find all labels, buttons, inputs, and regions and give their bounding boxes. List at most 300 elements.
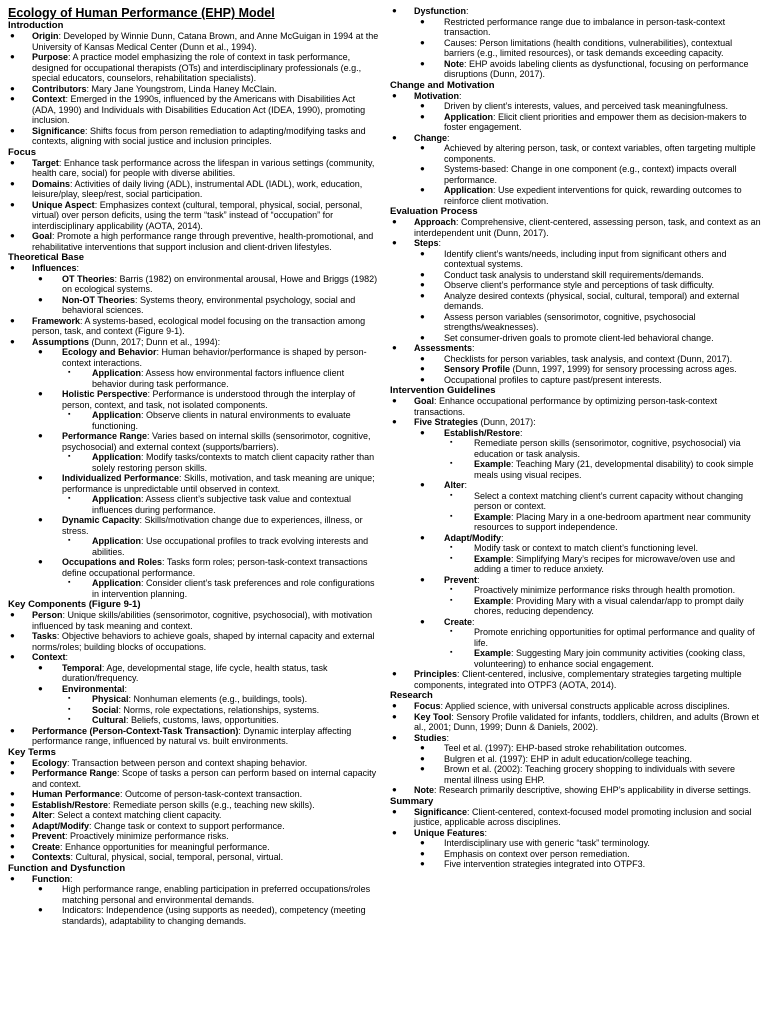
item-text: Promote enriching opportunities for optimal performance and quality of life. bbox=[474, 627, 755, 648]
sub-bullet-icon: ▪ bbox=[68, 716, 71, 723]
item-text: Conduct task analysis to understand skill requirements/demands. bbox=[444, 269, 704, 280]
item-term: Note bbox=[414, 785, 434, 795]
item-text: : Scope of tasks a person can perform based on internal capacity and context. bbox=[32, 768, 377, 789]
sub-bullet-icon: ● bbox=[420, 838, 425, 847]
bullet-list-level-3 bbox=[70, 410, 380, 431]
item-text: : bbox=[65, 652, 69, 662]
item-text: : Tasks form roles; person-task-context transactions define occupational performance. bbox=[62, 557, 368, 578]
bullet-list-level-2 bbox=[422, 101, 762, 133]
bullet-icon: ● bbox=[10, 852, 15, 861]
item-text: : Unique skills/abilities (sensorimotor, cognitive, psychosocial), with motivation influenced by task meaning and context. bbox=[32, 610, 373, 631]
list-item bbox=[390, 217, 762, 238]
sub-bullet-icon: ▪ bbox=[68, 411, 71, 418]
item-term: Application bbox=[92, 410, 141, 420]
list-item bbox=[422, 17, 762, 38]
item-text: Occupational profiles to capture past/present interests. bbox=[444, 374, 662, 385]
list-item bbox=[40, 557, 380, 599]
sub-bullet-icon: ● bbox=[420, 848, 425, 858]
item-term: Non-OT Theories bbox=[62, 294, 136, 305]
bullet-icon: ● bbox=[392, 396, 397, 405]
item-text: : bbox=[477, 574, 480, 585]
item-term: Context bbox=[32, 652, 66, 662]
bullet-icon: ● bbox=[10, 841, 15, 851]
sub-bullet-icon: ● bbox=[420, 374, 425, 384]
item-text: Assess person variables (sensorimotor, cognitive, psychosocial strengths/weaknesses). bbox=[444, 311, 696, 332]
list-item bbox=[40, 515, 380, 557]
sub-bullet-icon: ● bbox=[420, 427, 425, 437]
sub-bullet-icon: ● bbox=[420, 764, 425, 773]
sub-bullet-icon: ▪ bbox=[68, 369, 71, 376]
list-item bbox=[422, 617, 762, 670]
item-text: Achieved by altering person, task, or context variables, often targeting multiple components. bbox=[444, 143, 756, 164]
sub-bullet-icon: ● bbox=[38, 273, 43, 283]
item-text: : Applied science, with universal constructs applicable across disciplines. bbox=[440, 701, 730, 711]
list-item bbox=[422, 333, 762, 344]
item-text: : Outcome of person-task-context transaction. bbox=[120, 789, 303, 799]
list-item bbox=[8, 831, 380, 842]
sub-bullet-icon: ● bbox=[38, 473, 43, 482]
bullet-icon: ● bbox=[392, 217, 397, 226]
bullet-icon: ● bbox=[392, 806, 397, 816]
list-item bbox=[8, 800, 380, 811]
sub-bullet-icon: ▪ bbox=[68, 537, 71, 544]
bullet-icon: ● bbox=[10, 83, 15, 93]
item-text: : Enhance opportunities for meaningful performance. bbox=[60, 841, 270, 852]
bullet-list-level-1 bbox=[390, 217, 762, 385]
item-text: Systems-based: Change in one component (e.g., context) impacts overall performance. bbox=[444, 164, 737, 185]
item-term: Steps bbox=[414, 238, 439, 248]
item-text: : bbox=[446, 732, 450, 743]
item-text: Indicators: Independence (using supports as needed), competency (meeting standards), adaptability to changing demands. bbox=[62, 905, 366, 926]
bullet-icon: ● bbox=[10, 52, 15, 61]
item-text: : Modify tasks/contexts to match client capacity rather than solely restoring person skills. bbox=[92, 452, 375, 473]
section-heading: Summary bbox=[390, 795, 434, 807]
bullet-icon: ● bbox=[10, 725, 15, 735]
sub-bullet-icon: ● bbox=[38, 389, 43, 398]
item-term: Contexts bbox=[32, 852, 71, 862]
section-heading: Key Terms bbox=[8, 746, 56, 758]
item-term: Establish/Restore bbox=[32, 799, 109, 810]
bullet-list-level-2 bbox=[422, 428, 762, 670]
sub-bullet-icon: ● bbox=[420, 364, 425, 373]
item-term: Change bbox=[414, 132, 448, 143]
bullet-icon: ● bbox=[392, 701, 397, 710]
list-item bbox=[422, 838, 762, 849]
sub-bullet-icon: ● bbox=[420, 37, 425, 47]
list-item bbox=[8, 631, 380, 652]
bullet-list-level-1 bbox=[390, 396, 762, 690]
sub-bullet-icon: ● bbox=[420, 532, 425, 542]
item-text: : Age, developmental stage, life cycle, health status, task duration/frequency. bbox=[62, 662, 328, 683]
bullet-icon: ● bbox=[10, 820, 15, 830]
bullet-list-level-3 bbox=[70, 536, 380, 557]
sub-bullet-icon: ● bbox=[420, 280, 425, 289]
list-item bbox=[422, 859, 762, 870]
list-item bbox=[422, 575, 762, 617]
list-item bbox=[40, 295, 380, 316]
list-item bbox=[8, 316, 380, 337]
item-text: : Developed by Winnie Dunn, Catana Brown, and Anne McGuigan in 1994 at the University of Kansas Medical Center (Dunn et al., 1994). bbox=[32, 31, 379, 52]
item-text: : Nonhuman elements (e.g., buildings, tools). bbox=[128, 694, 308, 704]
item-term: Context bbox=[32, 94, 66, 104]
list-item bbox=[8, 652, 380, 726]
list-item bbox=[8, 842, 380, 853]
list-item bbox=[452, 648, 762, 669]
bullet-icon: ● bbox=[392, 827, 397, 837]
bullet-list-level-1 bbox=[390, 91, 762, 207]
item-text: : bbox=[459, 90, 462, 101]
bullet-icon: ● bbox=[392, 417, 397, 426]
list-item bbox=[70, 536, 380, 557]
item-term: Sensory Profile bbox=[444, 364, 511, 374]
item-term: Adapt/Modify bbox=[32, 820, 89, 831]
bullet-icon: ● bbox=[10, 178, 15, 188]
sub-bullet-icon: ● bbox=[420, 480, 425, 489]
sub-bullet-icon: ● bbox=[420, 290, 425, 300]
item-term: Create bbox=[444, 616, 473, 627]
item-term: Unique Aspect bbox=[32, 199, 95, 210]
sub-bullet-icon: ● bbox=[38, 884, 43, 893]
item-term: Example bbox=[474, 553, 512, 564]
bullet-icon: ● bbox=[392, 90, 397, 100]
item-text: : Proactively minimize performance risks. bbox=[65, 831, 229, 841]
list-item bbox=[40, 389, 380, 431]
bullet-icon: ● bbox=[10, 94, 15, 103]
item-text: : Skills, motivation, and task meaning are unique; performance is unpredictable until observed in context. bbox=[62, 473, 375, 494]
item-term: Establish/Restore bbox=[444, 427, 521, 438]
list-item bbox=[422, 101, 762, 112]
bullet-list-level-3 bbox=[70, 452, 380, 473]
item-term: Example bbox=[474, 511, 512, 522]
list-item bbox=[8, 84, 380, 95]
item-text: : A practice model emphasizing the role of context in task performance, designed for occupational therapists (OTs) and interdisciplinary professionals (e.g., special educators, counselors, rehabilitation specialists). bbox=[32, 52, 362, 83]
item-text: : Client-centered, inclusive, complementary strategies targeting multiple components, integrated into OTPF3 (AOTA, 2014). bbox=[414, 669, 742, 690]
list-item bbox=[390, 785, 762, 796]
item-text: : Enhance task performance across the lifespan in various settings (community, health care, social) for people with diverse abilities. bbox=[32, 157, 375, 178]
list-item bbox=[8, 126, 380, 147]
sub-bullet-icon: ● bbox=[420, 753, 425, 763]
list-item bbox=[8, 610, 380, 631]
item-term: Ecology bbox=[32, 757, 68, 768]
sub-bullet-icon: ● bbox=[420, 111, 425, 121]
sub-bullet-icon: ● bbox=[38, 431, 43, 440]
bullet-icon: ● bbox=[392, 132, 397, 142]
list-item bbox=[422, 754, 762, 765]
bullet-list-level-1 bbox=[8, 31, 380, 147]
bullet-icon: ● bbox=[392, 711, 397, 721]
sub-bullet-icon: ● bbox=[420, 185, 425, 194]
sub-bullet-icon: ▪ bbox=[68, 495, 71, 502]
sub-bullet-icon: ▪ bbox=[450, 586, 453, 593]
list-item bbox=[422, 291, 762, 312]
sub-bullet-icon: ● bbox=[420, 311, 425, 321]
list-item bbox=[70, 694, 380, 705]
sub-bullet-icon: ▪ bbox=[68, 695, 71, 702]
item-text: : Cultural, physical, social, temporal, personal, virtual. bbox=[70, 852, 284, 862]
item-term: Influences bbox=[32, 263, 77, 273]
section-heading: Function and Dysfunction bbox=[8, 862, 126, 874]
item-term: Example bbox=[474, 648, 512, 658]
item-term: Dysfunction bbox=[414, 6, 467, 16]
bullet-list-level-3 bbox=[452, 543, 762, 575]
item-term: Focus bbox=[414, 701, 441, 711]
item-term: Cultural bbox=[92, 715, 127, 725]
sub-bullet-icon: ● bbox=[420, 58, 425, 68]
sub-bullet-icon: ● bbox=[38, 905, 43, 914]
item-text: : bbox=[447, 132, 450, 143]
item-term: Example bbox=[474, 459, 512, 469]
bullet-icon: ● bbox=[10, 789, 15, 798]
item-text: : Research primarily descriptive, showing EHP’s applicability in diverse settings. bbox=[434, 785, 751, 795]
bullet-icon: ● bbox=[10, 831, 15, 840]
list-item bbox=[40, 884, 380, 905]
section-heading: Key Components (Figure 9-1) bbox=[8, 599, 141, 610]
bullet-list-level-3 bbox=[70, 368, 380, 389]
list-item bbox=[40, 431, 380, 473]
item-text: : bbox=[464, 480, 468, 490]
bullet-list-level-1 bbox=[8, 158, 380, 253]
item-text: Causes: Person limitations (health conditions, vulnerabilities), contextual barriers (e.g., limited resources), or task demands exceeding capacity. bbox=[444, 37, 733, 58]
list-item bbox=[422, 764, 762, 785]
item-text: : Use expedient interventions for quick, rewarding outcomes to reinforce client motivation. bbox=[444, 185, 742, 206]
page-title: Ecology of Human Performance (EHP) Model bbox=[8, 6, 275, 20]
bullet-icon: ● bbox=[10, 157, 15, 167]
list-item bbox=[70, 715, 380, 726]
list-item bbox=[40, 684, 380, 726]
item-text: (Dunn, 2017; Dunn et al., 1994): bbox=[89, 336, 221, 347]
list-item bbox=[452, 596, 762, 617]
list-item bbox=[390, 6, 762, 80]
bullet-list-level-2 bbox=[40, 274, 380, 316]
list-item bbox=[422, 375, 762, 386]
item-term: Occupations and Roles bbox=[62, 557, 163, 567]
item-text: Identify client’s wants/needs, including input from significant others and contextual systems. bbox=[444, 248, 727, 269]
item-term: Application bbox=[92, 368, 141, 378]
list-item bbox=[452, 438, 762, 459]
section-heading: Focus bbox=[8, 146, 36, 158]
item-text: Proactively minimize performance risks through health promotion. bbox=[474, 585, 736, 595]
bullet-icon: ● bbox=[10, 231, 15, 240]
item-term: Five Strategies bbox=[414, 417, 479, 427]
item-text: : Emerged in the 1990s, influenced by the Americans with Disabilities Act (ADA, 1990) and Individuals with Disabilities Education Act (IDEA, 1990), promoting inclusion. bbox=[32, 94, 366, 125]
item-text: Modify task or context to match client’s functioning level. bbox=[474, 543, 698, 553]
bullet-icon: ● bbox=[10, 31, 15, 40]
list-item bbox=[390, 343, 762, 385]
item-text: : Mary Jane Youngstrom, Linda Haney McClain. bbox=[86, 83, 277, 94]
item-text: : bbox=[472, 616, 475, 627]
bullet-list-level-2 bbox=[422, 249, 762, 344]
list-item bbox=[390, 91, 762, 133]
list-item bbox=[390, 701, 762, 712]
list-item bbox=[452, 627, 762, 648]
bullet-icon: ● bbox=[10, 631, 15, 640]
item-text: Bulgren et al. (1997): EHP in adult education/college teaching. bbox=[444, 753, 692, 764]
sub-bullet-icon: ▪ bbox=[450, 491, 453, 499]
item-text: : Simplifying Mary’s recipes for microwave/oven use and adding a timer to reduce anxiety. bbox=[474, 553, 735, 574]
list-item bbox=[8, 821, 380, 832]
item-term: Key Tool bbox=[414, 711, 452, 722]
item-text: (Dunn, 2017): bbox=[478, 417, 536, 427]
item-term: OT Theories bbox=[62, 273, 115, 284]
item-term: Human Performance bbox=[32, 789, 121, 799]
item-text: Teel et al. (1997): EHP-based stroke rehabilitation outcomes. bbox=[444, 743, 687, 753]
list-item bbox=[70, 368, 380, 389]
list-item bbox=[8, 726, 380, 747]
item-term: Individualized Performance bbox=[62, 473, 180, 483]
item-text: : Sensory Profile validated for infants, toddlers, children, and adults (Brown et al., 2001; Dunn, 1999; Dunn & Daniels, 2002). bbox=[414, 711, 760, 732]
bullet-list-level-2 bbox=[40, 884, 380, 926]
item-term: Physical bbox=[92, 694, 129, 704]
item-term: Significance bbox=[414, 806, 468, 817]
list-item bbox=[70, 578, 380, 599]
right-column bbox=[390, 6, 762, 870]
list-item bbox=[40, 473, 380, 515]
bullet-list-level-3 bbox=[452, 627, 762, 669]
list-item bbox=[390, 733, 762, 786]
item-term: Application bbox=[444, 185, 493, 195]
item-term: Origin bbox=[32, 31, 59, 41]
item-text: : Remediate person skills (e.g., teaching new skills). bbox=[108, 799, 315, 810]
item-term: Performance Range bbox=[32, 768, 118, 778]
list-item bbox=[422, 249, 762, 270]
item-term: Framework bbox=[32, 315, 81, 326]
bullet-list-level-1 bbox=[8, 758, 380, 863]
bullet-icon: ● bbox=[10, 199, 15, 209]
item-term: Approach bbox=[414, 217, 457, 227]
item-term: Dynamic Capacity bbox=[62, 515, 140, 525]
sub-bullet-icon: ▪ bbox=[450, 628, 453, 635]
item-text: : Comprehensive, client-centered, assessing person, task, and context as an interdependent unit (Dunn, 2017). bbox=[414, 217, 761, 238]
list-item bbox=[390, 669, 762, 690]
item-text: : Human behavior/performance is shaped by person-context interactions. bbox=[62, 347, 367, 368]
bullet-list-level-1 bbox=[8, 263, 380, 599]
sub-bullet-icon: ● bbox=[420, 164, 425, 173]
list-item bbox=[8, 789, 380, 800]
sub-bullet-icon: ▪ bbox=[450, 596, 453, 604]
bullet-icon: ● bbox=[10, 652, 15, 661]
item-text: : EHP avoids labeling clients as dysfunctional, focusing on performance disruptions (Dunn, 2017). bbox=[444, 58, 749, 79]
item-term: Create bbox=[32, 841, 61, 852]
list-item bbox=[422, 270, 762, 281]
list-item bbox=[422, 185, 762, 206]
item-term: Unique Features bbox=[414, 827, 485, 838]
bullet-icon: ● bbox=[10, 757, 15, 767]
item-term: Contributors bbox=[32, 83, 87, 94]
list-item bbox=[422, 280, 762, 291]
list-item bbox=[8, 200, 380, 232]
item-term: Prevent bbox=[32, 831, 66, 841]
bullet-list-level-1 bbox=[8, 610, 380, 747]
bullet-list-level-3 bbox=[452, 585, 762, 617]
list-item bbox=[70, 452, 380, 473]
item-term: Social bbox=[92, 704, 119, 715]
section-heading: Introduction bbox=[8, 20, 64, 31]
list-item bbox=[452, 543, 762, 554]
bullet-list-level-3 bbox=[70, 694, 380, 726]
item-text: : bbox=[76, 263, 80, 273]
bullet-icon: ● bbox=[392, 238, 397, 247]
item-text: Restricted performance range due to imbalance in person-task-context transaction. bbox=[444, 16, 726, 37]
item-term: Ecology and Behavior bbox=[62, 347, 157, 357]
item-text: : Consider client’s task preferences and role configurations in intervention planning. bbox=[92, 578, 375, 599]
list-item bbox=[8, 810, 380, 821]
sub-bullet-icon: ▪ bbox=[68, 705, 71, 713]
item-term: Temporal bbox=[62, 662, 102, 673]
item-term: Significance bbox=[32, 125, 86, 136]
bullet-icon: ● bbox=[392, 6, 397, 15]
item-text: : Change task or context to support performance. bbox=[89, 820, 285, 831]
item-term: Person bbox=[32, 610, 63, 620]
item-term: Prevent bbox=[444, 574, 478, 585]
list-item bbox=[452, 585, 762, 596]
item-text: Remediate person skills (sensorimotor, cognitive, psychosocial) via education or task analysis. bbox=[474, 438, 741, 459]
item-text: Driven by client’s interests, values, and perceived task meaningfulness. bbox=[444, 101, 728, 111]
item-text: : bbox=[520, 427, 523, 438]
sub-bullet-icon: ● bbox=[420, 101, 425, 110]
list-item bbox=[422, 143, 762, 164]
sub-bullet-icon: ● bbox=[38, 557, 43, 566]
sub-bullet-icon: ● bbox=[38, 662, 43, 672]
bullet-icon: ● bbox=[10, 336, 15, 346]
item-text: : Assess how environmental factors influence client behavior during task performance. bbox=[92, 368, 345, 389]
section-heading: Research bbox=[390, 690, 433, 701]
item-text: : Assess client’s subjective task value and contextual influences during performance. bbox=[92, 494, 351, 515]
item-term: Domains bbox=[32, 178, 71, 189]
bullet-list-level-2 bbox=[422, 838, 762, 870]
bullet-list-level-2 bbox=[422, 354, 762, 386]
list-item bbox=[452, 459, 762, 480]
list-item bbox=[422, 59, 762, 80]
bullet-list-level-1 bbox=[8, 874, 380, 927]
item-term: Purpose bbox=[32, 52, 69, 62]
list-item bbox=[422, 743, 762, 754]
list-item bbox=[8, 158, 380, 179]
item-text: : bbox=[484, 827, 488, 838]
item-text: : Observe clients in natural environments to evaluate functioning. bbox=[92, 410, 351, 431]
item-term: Note bbox=[444, 58, 464, 69]
item-text: Observe client’s performance style and perceptions of task difficulty. bbox=[444, 280, 715, 290]
section-heading: Change and Motivation bbox=[390, 79, 495, 91]
bullet-icon: ● bbox=[392, 669, 397, 678]
bullet-list-level-3 bbox=[452, 491, 762, 533]
item-term: Principles bbox=[414, 669, 458, 679]
list-item bbox=[8, 179, 380, 200]
item-term: Application bbox=[92, 452, 141, 462]
item-text: : Objective behaviors to achieve goals, shaped by internal capacity and external norms/roles; building blocks of occupations. bbox=[32, 631, 375, 652]
list-item bbox=[40, 905, 380, 926]
item-text: : Beliefs, customs, laws, opportunities. bbox=[126, 715, 279, 725]
item-term: Performance (Person-Context-Task Transaction) bbox=[32, 725, 239, 736]
bullet-list-level-2 bbox=[40, 663, 380, 726]
left-column bbox=[8, 6, 380, 926]
bullet-icon: ● bbox=[392, 785, 397, 794]
item-text: : Systems theory, environmental psychology, social and behavioral sciences. bbox=[62, 294, 356, 315]
section-heading: Theoretical Base bbox=[8, 252, 85, 263]
item-text: Checklists for person variables, task analysis, and context (Dunn, 2017). bbox=[444, 353, 733, 364]
item-term: Studies bbox=[414, 732, 447, 743]
bullet-list-level-3 bbox=[452, 438, 762, 480]
list-item bbox=[70, 705, 380, 716]
sub-bullet-icon: ▪ bbox=[450, 649, 453, 656]
item-text: : Transaction between person and context shaping behavior. bbox=[67, 757, 308, 768]
item-term: Function bbox=[32, 873, 70, 884]
section-heading: Evaluation Process bbox=[390, 206, 478, 217]
list-item bbox=[422, 164, 762, 185]
list-item bbox=[8, 337, 380, 600]
item-text: Select a context matching client’s current capacity without changing person or context. bbox=[474, 490, 743, 511]
bullet-icon: ● bbox=[10, 315, 15, 325]
list-item bbox=[390, 396, 762, 417]
